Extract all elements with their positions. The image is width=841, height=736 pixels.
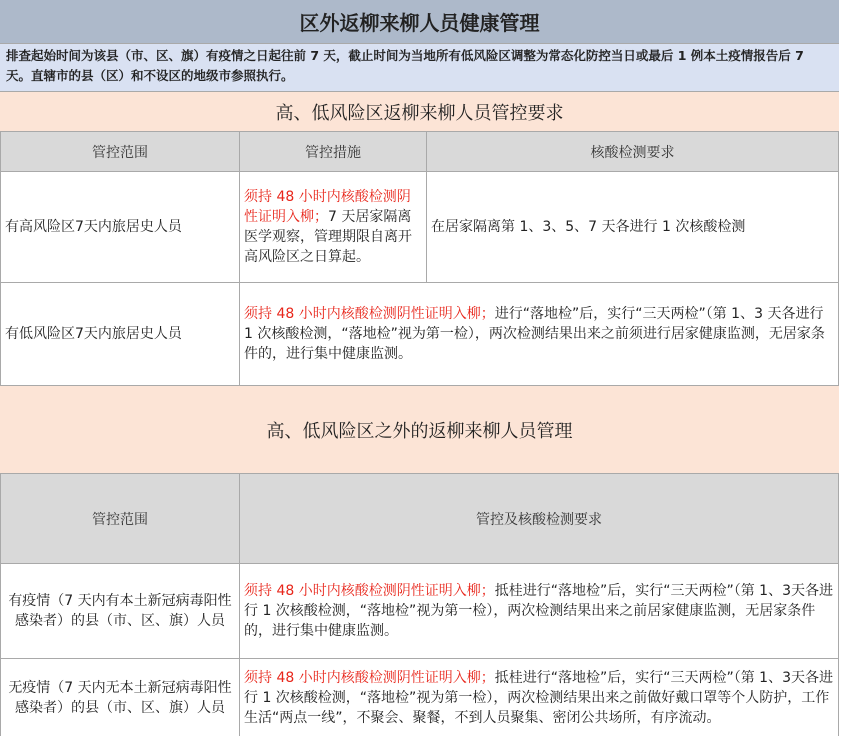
- table-row: [0, 172, 839, 283]
- header-label: 核酸检测要求: [590, 144, 675, 161]
- section1-header-row: [0, 132, 839, 172]
- screening-period-note: [0, 44, 839, 92]
- header-label: 管控范围: [92, 144, 148, 161]
- measure-requirement-highlight: 须持 48 小时内核酸检测阴性证明入柳；: [244, 306, 495, 322]
- measure-text: [244, 581, 834, 641]
- section2-header-scope: [0, 474, 240, 564]
- scope-text: 有低风险区7天内旅居史人员: [5, 326, 182, 342]
- sheet-title-text: 区外返柳来柳人员健康管理: [299, 11, 540, 35]
- measure-cell: [240, 659, 839, 736]
- scope-text: 有高风险区7天内旅居史人员: [5, 219, 182, 235]
- scope-cell: [0, 172, 240, 283]
- section1-heading: [0, 92, 839, 132]
- scope-cell: [0, 659, 240, 736]
- test-requirement-text: 在居家隔离第 1、3、5、7 天各进行 1 次核酸检测: [431, 219, 746, 235]
- scope-cell: [0, 564, 240, 659]
- header-label: 管控范围: [92, 511, 148, 528]
- section2-header-row: [0, 474, 839, 564]
- screening-period-note-text: 排查起始时间为该县（市、区、旗）有疫情之日起往前 7 天，截止时间为当地所有低风险区调整为常态化防控当日或最后 1 例本土疫情报告后 7 天。直辖市的县（区）和不设区的地级市参照执行。: [6, 48, 804, 83]
- section2-heading: [0, 386, 839, 474]
- measure-cell: [240, 172, 427, 283]
- scope-cell: [0, 283, 240, 386]
- measure-detail: 抵桂进行“落地检”后，实行“三天两检”（第 1、3天各进行 1 次核酸检测，“落地检”视为第一检），两次检测结果出来之前做好戴口罩等个人防护，工作生活“两点一线”，不聚会、聚餐，不到人员聚集、密闭公共场所，有序流动。: [244, 669, 833, 726]
- table-row: [0, 564, 839, 659]
- section2-heading-text: 高、低风险区之外的返柳来柳人员管理: [266, 420, 573, 442]
- measure-requirement-highlight: 须持 48 小时内核酸检测阴性证明入柳；: [244, 669, 495, 686]
- measure-detail: 进行“落地检”后，实行“三天两检”（第 1、3 天各进行 1 次核酸检测，“落地检”视为第一检），两次检测结果出来之前须进行居家健康监测，无居家条件的，进行集中健康监测。: [244, 306, 825, 362]
- test-cell: [427, 172, 839, 283]
- table-row: [0, 283, 839, 386]
- measure-test-cell: [240, 283, 839, 386]
- scope-text: 无疫情（7 天内无本土新冠病毒阳性感染者）的县（市、区、旗）人员: [8, 679, 232, 716]
- section1-header-test: [427, 132, 839, 172]
- measure-detail: 7 天居家隔离医学观察，管理期限自离开高风险区之日算起。: [244, 209, 412, 265]
- header-label: 管控及核酸检测要求: [476, 511, 602, 528]
- section1-header-scope: [0, 132, 240, 172]
- measure-detail: 抵桂进行“落地检”后，实行“三天两检”（第 1、3天各进行 1 次核酸检测，“落地检”视为第一检），两次检测结果出来之前居家健康监测，无居家条件的，进行集中健康监测。: [244, 583, 833, 639]
- measure-cell: [240, 564, 839, 659]
- measure-requirement-highlight: 须持 48 小时内核酸检测阴性证明入柳；: [244, 189, 411, 225]
- measure-text: [244, 187, 422, 267]
- measure-text: [244, 304, 834, 364]
- measure-text: [244, 668, 834, 728]
- sheet-title: [0, 0, 839, 44]
- table-row: [0, 659, 839, 736]
- section1-heading-text: 高、低风险区返柳来柳人员管控要求: [275, 102, 564, 124]
- measure-requirement-highlight: 须持 48 小时内核酸检测阴性证明入柳；: [244, 583, 495, 599]
- section1-header-measure: [240, 132, 427, 172]
- header-label: 管控措施: [305, 144, 361, 161]
- section2-header-measure: [240, 474, 839, 564]
- scope-text: 有疫情（7 天内有本土新冠病毒阳性感染者）的县（市、区、旗）人员: [8, 593, 232, 629]
